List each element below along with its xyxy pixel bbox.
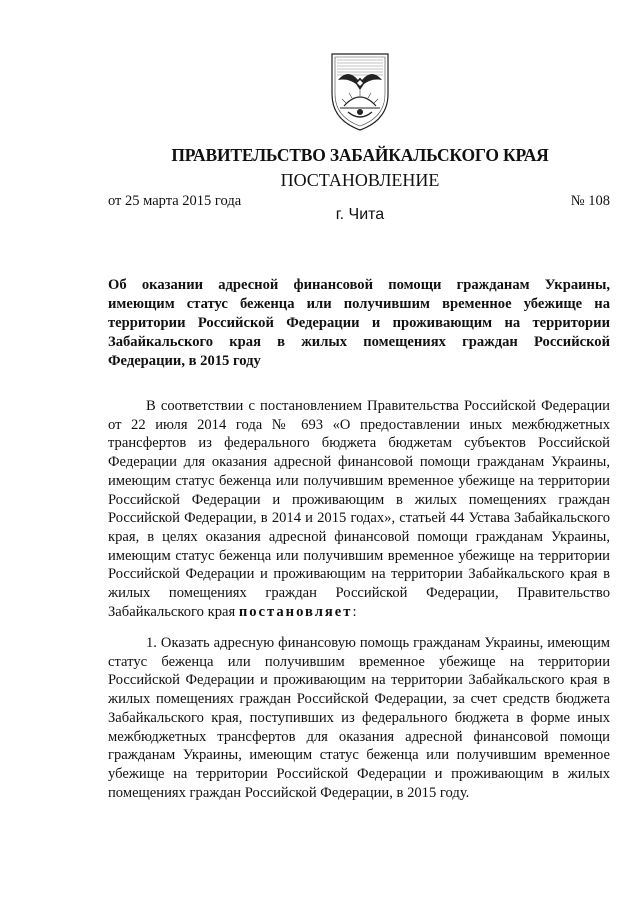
document-city: г. Чита bbox=[335, 206, 385, 223]
document-subject: Об оказании адресной финансовой помощи гражданам Украины, имеющим статус беженца или получившим временное убежище на территории Российской Федерации и проживающим на территории Забайкальского края в жилых помещениях граждан Российской Федерации, в 2015 году bbox=[108, 277, 610, 369]
document-type: ПОСТАНОВЛЕНИЕ bbox=[280, 170, 440, 190]
decree-word: постановляет bbox=[238, 603, 353, 620]
document-number: № 108 bbox=[570, 193, 610, 209]
item-paragraph: 1. Оказать адресную финансовую помощь гражданам Украины, имеющим статус беженца или получившим временное убежище на территории Российской Федерации и проживающим на территории Забайкальского края в жилых помещениях граждан Российской Федерации, за счет средств бюджета Забайкальского края, поступивших из федерального бюджета в форме иных межбюджетных трансфертов для оказания адресной финансовой помощи гражданам Украины, имеющим статус беженца или получившим временное убежище на территории Российской Федерации и проживающим в жилых помещениях граждан Российской Федерации, в 2015 году. bbox=[108, 635, 610, 801]
decree-colon: : bbox=[352, 603, 357, 620]
government-title: ПРАВИТЕЛЬСТВО ЗАБАЙКАЛЬСКОГО КРАЯ bbox=[171, 145, 549, 165]
preamble-text: В соответствии с постановлением Правительства Российской Федерации от 22 июля 2014 года № 693 «О предоставлении иных межбюджетных трансфертов из федерального бюджета бюджетам субъектов Российской Федерации для оказания адресной финансовой помощи гражданам Украины, имеющим статус беженца или получившим временное убежище на территории Российской Федерации и проживающим в жилых помещениях граждан Российской Федерации, в 2014 и 2015 годах», статьей 44 Устава Забайкальского края, в целях оказания адресной финансовой помощи гражданам Украины, имеющим статус беженца или получившим временное убежище на территории Российской Федерации и проживающим на территории Забайкальского края в жилых помещениях граждан Российской Федерации, Правительство Забайкальского края bbox=[108, 398, 610, 620]
document-date: от 25 марта 2015 года bbox=[108, 193, 242, 209]
coat-of-arms-icon bbox=[326, 50, 394, 132]
preamble-paragraph bbox=[108, 397, 610, 621]
